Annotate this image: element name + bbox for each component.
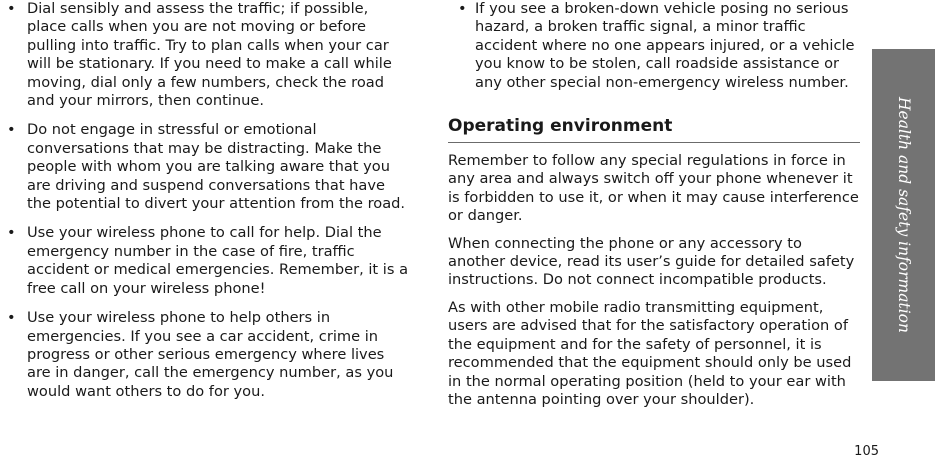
- paragraph: As with other mobile radio transmitting equipment, users are advised that for the satisfactory operation of the equipment and for the safety of personnel, it is recommended that the equipment should only be used in the normal operating position (held to your ear with the antenna pointing over your shoulder).: [448, 298, 852, 408]
- list-item-text: Use your wireless phone to help others in emergencies. If you see a car accident, crime in progress or other serious emergency where lives are in danger, call the emergency number, as you would want others to do for you.: [27, 309, 394, 400]
- list-item-text: Use your wireless phone to call for help. Dial the emergency number in the case of fire, traffic accident or medical emergencies. Remember, it is a free call on your wireless phone!: [27, 224, 409, 297]
- list-item: [0, 224, 410, 298]
- list-item-text: If you see a broken-down vehicle posing no serious hazard, a broken traffic signal, a minor traffic accident where no one appears injured, or a vehicle you know to be stolen, call roadside assistance or any other special non-emergency wireless number.: [475, 0, 855, 91]
- bullet-marker: •: [7, 309, 16, 327]
- paragraph: When connecting the phone or any accessory to another device, read its user’s guide for detailed safety instructions. Do not connect incompatible products.: [448, 234, 855, 289]
- section-heading: Operating environment: [448, 116, 860, 143]
- bullet-marker: •: [7, 0, 16, 17]
- left-bullet-list: [0, 0, 410, 401]
- chapter-tab-label: Health and safety information: [894, 97, 913, 333]
- list-item: [448, 0, 860, 92]
- bullet-marker: •: [7, 224, 16, 242]
- page-number: 105: [854, 444, 879, 459]
- list-item: [0, 309, 410, 401]
- bullet-marker: •: [458, 0, 467, 17]
- right-bullet-list: [448, 0, 860, 92]
- chapter-side-tab: [872, 49, 935, 381]
- list-item: [0, 0, 410, 110]
- list-item: [0, 121, 410, 213]
- left-column: [0, 0, 410, 412]
- list-item-text: Dial sensibly and assess the traffic; if possible, place calls when you are not moving or before pulling into traffic. Try to plan calls when your car will be stationary. If you need to make a call while moving, dial only a few numbers, check the road and your mirrors, then continue.: [27, 0, 392, 110]
- list-item-text: Do not engage in stressful or emotional conversations that may be distracting. Make the people with whom you are talking aware that you are driving and suspend conversations that have the potential to divert your attention from the road.: [27, 121, 406, 213]
- paragraph: Remember to follow any special regulations in force in any area and always switch off your phone whenever it is forbidden to use it, or when it may cause interference or danger.: [448, 152, 859, 225]
- right-column: [448, 0, 860, 409]
- bullet-marker: •: [7, 121, 16, 139]
